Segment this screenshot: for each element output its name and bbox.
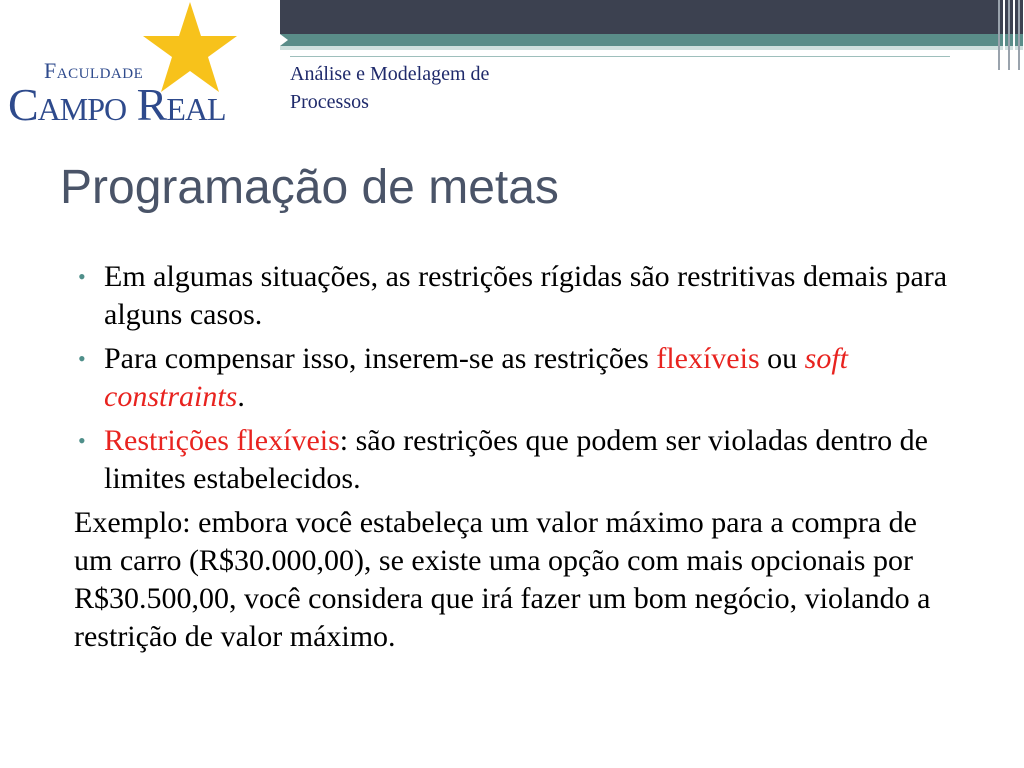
slide-title: Programação de metas (60, 161, 559, 214)
bullet-item (74, 422, 954, 498)
header-arrow-notch (280, 34, 288, 46)
bullet-dot-icon: • (78, 346, 86, 371)
example-paragraph: Exemplo: embora você estabeleça um valor máximo para a compra de um carro (R$30.000,00), se existe uma opção com mais opcionais por R$30.500,00, você considera que irá fazer um bom negócio, violando a restrição de valor máximo. (74, 506, 931, 653)
bullet-dot-icon: • (78, 264, 86, 289)
header-stripes (998, 0, 1024, 70)
bullet-list (74, 258, 954, 498)
course-title (290, 60, 489, 116)
header-light-band (280, 46, 1024, 50)
logo-faculdade-text: Faculdade (44, 58, 144, 83)
logo-campo-real-text: Campo Real (8, 79, 226, 130)
bullet-item (74, 258, 954, 334)
header-teal-band (280, 34, 1024, 46)
highlight-soft-constraints: soft constraints (104, 342, 848, 413)
bullet-text-end: . (237, 380, 245, 413)
bullet-text-connector: ou (759, 342, 805, 375)
course-title-line2: Processos (290, 91, 369, 113)
bullet-text: : são restrições que podem ser violadas dentro de limites estabelecidos. (104, 424, 928, 495)
bullet-text: Em algumas situações, as restrições rígidas são restritivas demais para alguns casos. (104, 260, 948, 331)
header-thin-line (290, 56, 950, 57)
course-title-line1: Análise e Modelagem de (290, 63, 490, 85)
bullet-text: Para compensar isso, inserem-se as restrições (104, 342, 657, 375)
bullet-item (74, 340, 954, 416)
bullet-dot-icon: • (78, 428, 86, 453)
faculdade-campo-real-logo (0, 0, 280, 130)
highlight-flexiveis: flexíveis (656, 342, 760, 375)
highlight-restricoes-flexiveis: Restrições flexíveis (104, 424, 340, 457)
slide-body (74, 258, 954, 656)
header-dark-band (280, 0, 1024, 34)
